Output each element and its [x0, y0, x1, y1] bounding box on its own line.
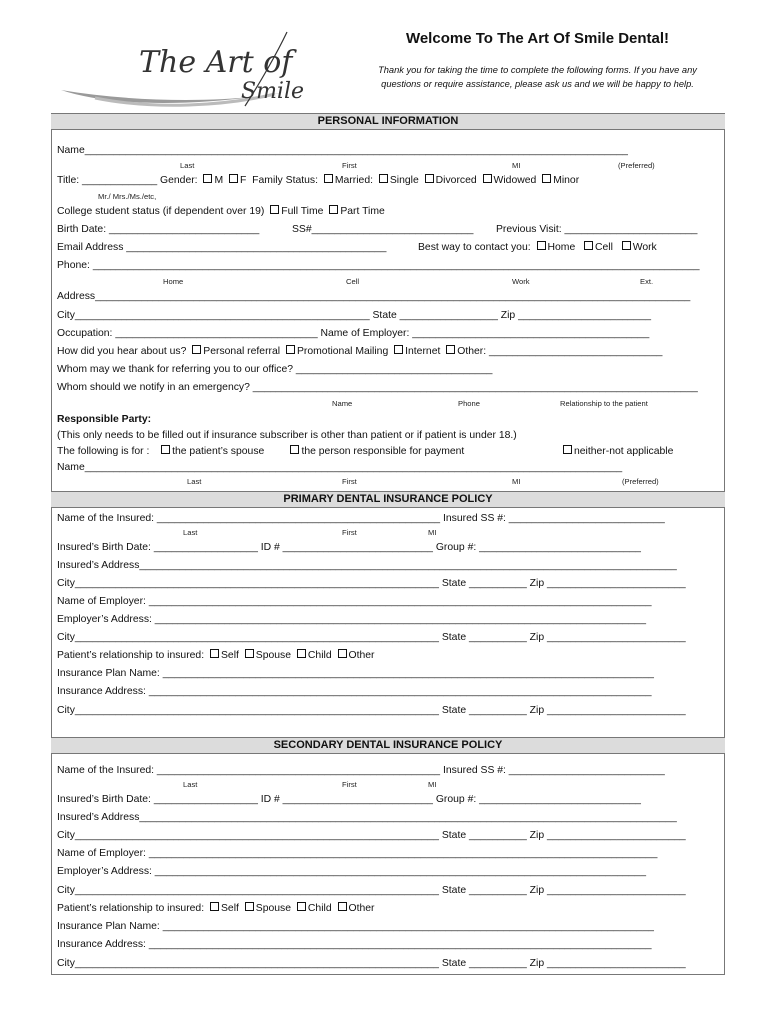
page-title: Welcome To The Art Of Smile Dental! — [405, 30, 670, 47]
gender-f-label: F — [240, 175, 247, 186]
hint-last-2: Last — [187, 477, 202, 486]
secondary-birth-id-group-field[interactable]: Insured’s Birth Date: __________________ ID # __________________________ Group #: ____________________________ — [57, 794, 641, 805]
secondary-hint-first: First — [342, 780, 357, 789]
divorced-label: Divorced — [435, 175, 477, 186]
promo-mailing-checkbox[interactable] — [286, 345, 295, 354]
contact-work-checkbox[interactable] — [622, 241, 631, 250]
section-heading-primary: PRIMARY DENTAL INSURANCE POLICY — [51, 491, 725, 508]
intro-text — [350, 63, 725, 91]
married-checkbox[interactable] — [324, 174, 333, 183]
hint-phone: Phone — [458, 399, 480, 408]
primary-other-label: Other — [348, 650, 375, 661]
contact-work-label: Work — [632, 242, 657, 253]
contact-cell-checkbox[interactable] — [584, 241, 593, 250]
married-label: Married: — [334, 175, 373, 186]
widowed-checkbox[interactable] — [483, 174, 492, 183]
section-heading-personal: PERSONAL INFORMATION — [51, 113, 725, 130]
referral-source-row — [57, 345, 662, 358]
primary-spouse-label: Spouse — [255, 650, 292, 661]
primary-insurance-address-field[interactable]: Insurance Address: _______________________________________________________________________________________ — [57, 686, 652, 697]
primary-insured-name-field[interactable]: Name of the Insured: _________________________________________________ Insured SS #: ___________________________ — [57, 513, 665, 524]
primary-insurance-city-field[interactable]: City_______________________________________________________________ State __________ Zip ________________________ — [57, 705, 686, 716]
contact-home-label: Home — [547, 242, 576, 253]
hint-first-2: First — [342, 477, 357, 486]
internet-label: Internet — [405, 346, 441, 357]
primary-birth-id-group-field[interactable]: Insured’s Birth Date: __________________ ID # __________________________ Group #: ____________________________ — [57, 542, 641, 553]
minor-label: Minor — [553, 175, 580, 186]
hint-mi-2: MI — [512, 477, 521, 486]
hint-relationship: Relationship to the patient — [560, 399, 648, 408]
secondary-hint-mi: MI — [428, 780, 437, 789]
primary-child-checkbox[interactable] — [297, 649, 306, 658]
primary-relationship-row — [57, 649, 375, 662]
part-time-label: Part Time — [340, 206, 385, 217]
single-label: Single — [389, 175, 419, 186]
hint-mi: MI — [512, 161, 521, 170]
address-field[interactable]: Address_______________________________________________________________________________________________________ — [57, 291, 691, 302]
secondary-relationship-label: Patient’s relationship to insured: — [57, 903, 207, 914]
email-field[interactable]: Email Address _____________________________________________ — [57, 242, 387, 253]
primary-employer-city-field[interactable]: City_______________________________________________________________ State __________ Zip ________________________ — [57, 632, 686, 643]
internet-checkbox[interactable] — [394, 345, 403, 354]
hint-cell: Cell — [346, 277, 360, 286]
spouse-checkbox[interactable] — [161, 445, 170, 454]
primary-employer-field[interactable]: Name of Employer: _______________________________________________________________________________________ — [57, 596, 652, 607]
other-source-checkbox[interactable] — [446, 345, 455, 354]
hint-first: First — [342, 161, 357, 170]
best-way-label: Best way to contact you: — [418, 242, 534, 253]
spouse-label: the patient’s spouse — [172, 446, 265, 457]
previous-visit-field[interactable]: Previous Visit: _______________________ — [496, 224, 698, 235]
primary-spouse-checkbox[interactable] — [245, 649, 254, 658]
responsible-party-note: (This only needs to be filled out if insurance subscriber is other than patient or if patient is under 18.) — [57, 430, 517, 441]
secondary-employer-city-field[interactable]: City_______________________________________________________________ State __________ Zip ________________________ — [57, 885, 686, 896]
gender-f-checkbox[interactable] — [229, 174, 238, 183]
gender-m-label: M — [214, 175, 224, 186]
secondary-child-checkbox[interactable] — [297, 902, 306, 911]
secondary-relationship-row — [57, 902, 375, 915]
primary-plan-name-field[interactable]: Insurance Plan Name: _____________________________________________________________________________________ — [57, 668, 654, 679]
college-row — [57, 205, 385, 218]
secondary-employer-field[interactable]: Name of Employer: ________________________________________________________________________________________ — [57, 848, 658, 859]
minor-checkbox[interactable] — [542, 174, 551, 183]
occupation-employer-field[interactable]: Occupation: ___________________________________ Name of Employer: _________________________________________ — [57, 328, 650, 339]
title-field[interactable]: Title: _____________ Gender: — [57, 175, 201, 186]
contact-cell-label: Cell — [595, 242, 613, 253]
other-source-label[interactable]: Other: ______________________________ — [457, 346, 663, 357]
hint-name: Name — [332, 399, 353, 408]
neither-option — [560, 445, 673, 458]
secondary-city-field[interactable]: City_______________________________________________________________ State __________ Zip ________________________ — [57, 830, 686, 841]
secondary-spouse-label: Spouse — [255, 903, 292, 914]
secondary-insured-address-field[interactable]: Insured’s Address_____________________________________________________________________________________________ — [57, 812, 677, 823]
secondary-child-label: Child — [307, 903, 332, 914]
primary-hint-mi: MI — [428, 528, 437, 537]
hint-last: Last — [180, 161, 195, 170]
hear-label: How did you hear about us? — [57, 346, 190, 357]
primary-city-field[interactable]: City_______________________________________________________________ State __________ Zip ________________________ — [57, 578, 686, 589]
primary-insured-address-field[interactable]: Insured’s Address_____________________________________________________________________________________________ — [57, 560, 677, 571]
secondary-employer-address-field[interactable]: Employer’s Address: _____________________________________________________________________________________ — [57, 866, 646, 877]
hint-preferred: (Preferred) — [618, 161, 655, 170]
ss-field[interactable]: SS#____________________________ — [292, 224, 474, 235]
personal-referral-checkbox[interactable] — [192, 345, 201, 354]
primary-hint-last: Last — [183, 528, 198, 537]
widowed-label: Widowed — [493, 175, 537, 186]
secondary-spouse-checkbox[interactable] — [245, 902, 254, 911]
secondary-plan-name-field[interactable]: Insurance Plan Name: _____________________________________________________________________________________ — [57, 921, 654, 932]
city-state-zip-field[interactable]: City___________________________________________________ State _________________ Zip _______________________ — [57, 310, 652, 321]
logo-line2: Smile — [241, 79, 305, 104]
secondary-other-label: Other — [348, 903, 375, 914]
intro-line-1: Thank you for taking the time to complete the following forms. If you have any — [378, 65, 697, 75]
family-status-label: Family Status: — [252, 175, 318, 186]
personal-referral-label: Personal referral — [203, 346, 281, 357]
full-time-label: Full Time — [281, 206, 324, 217]
primary-self-checkbox[interactable] — [210, 649, 219, 658]
primary-hint-first: First — [342, 528, 357, 537]
following-label: The following is for : — [57, 446, 153, 457]
neither-label: neither-not applicable — [574, 446, 674, 457]
primary-other-checkbox[interactable] — [338, 649, 347, 658]
name-field[interactable]: Name______________________________________________________________________________________________ — [57, 145, 628, 156]
responsible-party-heading: Responsible Party: — [57, 414, 152, 425]
title-gender-status-row — [57, 174, 579, 187]
promo-mailing-label: Promotional Mailing — [296, 346, 389, 357]
emergency-contact-field[interactable]: Whom should we notify in an emergency? _____________________________________________________________________________ — [57, 382, 698, 393]
part-time-checkbox[interactable] — [329, 205, 338, 214]
intro-line-2: questions or require assistance, please ask us and we will be happy to help. — [381, 79, 694, 89]
logo — [55, 28, 335, 108]
hint-ext: Ext. — [640, 277, 654, 286]
secondary-self-checkbox[interactable] — [210, 902, 219, 911]
secondary-other-checkbox[interactable] — [338, 902, 347, 911]
secondary-hint-last: Last — [183, 780, 198, 789]
contact-home-checkbox[interactable] — [537, 241, 546, 250]
contact-method-row — [418, 241, 657, 254]
primary-employer-address-field[interactable]: Employer’s Address: _____________________________________________________________________________________ — [57, 614, 646, 625]
section-heading-secondary: SECONDARY DENTAL INSURANCE POLICY — [51, 737, 725, 754]
single-checkbox[interactable] — [379, 174, 388, 183]
responsible-for-row — [57, 445, 464, 458]
secondary-insured-name-field[interactable]: Name of the Insured: _________________________________________________ Insured SS #: ___________________________ — [57, 765, 665, 776]
logo-line1: The Art of — [139, 45, 293, 80]
neither-checkbox[interactable] — [563, 445, 572, 454]
primary-relationship-label: Patient’s relationship to insured: — [57, 650, 207, 661]
primary-self-label: Self — [220, 650, 239, 661]
hint-work: Work — [512, 277, 530, 286]
gender-m-checkbox[interactable] — [203, 174, 212, 183]
referring-field[interactable]: Whom may we thank for referring you to our office? __________________________________ — [57, 364, 493, 375]
full-time-checkbox[interactable] — [270, 205, 279, 214]
payment-responsible-label: the person responsible for payment — [301, 446, 465, 457]
secondary-insurance-address-field[interactable]: Insurance Address: _______________________________________________________________________________________ — [57, 939, 652, 950]
birth-date-field[interactable]: Birth Date: __________________________ — [57, 224, 260, 235]
primary-child-label: Child — [307, 650, 332, 661]
secondary-self-label: Self — [220, 903, 239, 914]
hint-home: Home — [163, 277, 184, 286]
divorced-checkbox[interactable] — [425, 174, 434, 183]
responsible-name-field[interactable]: Name_____________________________________________________________________________________________ — [57, 462, 623, 473]
payment-responsible-checkbox[interactable] — [290, 445, 299, 454]
college-label: College student status (if dependent over 19) — [57, 206, 268, 217]
secondary-insurance-city-field[interactable]: City_______________________________________________________________ State __________ Zip ________________________ — [57, 958, 686, 969]
hint-preferred-2: (Preferred) — [622, 477, 659, 486]
hint-title: Mr./ Mrs./Ms./etc, — [98, 192, 157, 201]
phone-field[interactable]: Phone: _________________________________________________________________________________________________________ — [57, 260, 700, 271]
